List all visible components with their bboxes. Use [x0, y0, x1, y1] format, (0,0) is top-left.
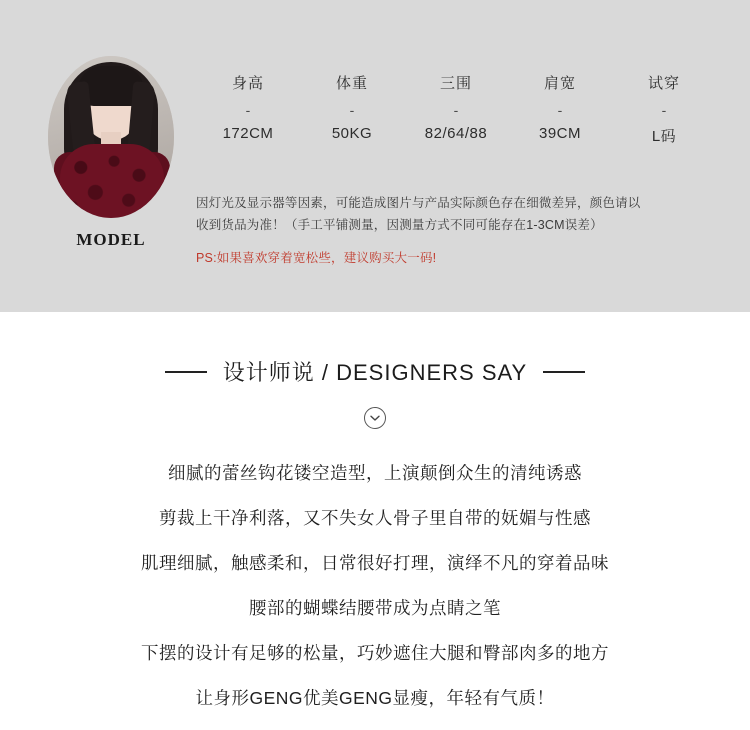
designer-copy-line: 肌理细腻，触感柔和，日常很好打理，演绎不凡的穿着品味	[141, 553, 609, 573]
spec-divider: -	[453, 102, 459, 118]
spec-header: 体重	[335, 75, 368, 92]
spec-header: 三围	[439, 75, 472, 92]
model-label: MODEL	[76, 230, 146, 249]
designer-copy-line: 让身形GENG优美GENG显瘦，年轻有气质！	[195, 688, 555, 708]
model-photo	[48, 56, 174, 218]
spec-header: 试穿	[647, 75, 680, 92]
spec-column-height	[196, 72, 300, 146]
designers-say-title: 设计师说 / DESIGNERS SAY	[222, 360, 528, 385]
spec-divider: -	[349, 102, 355, 118]
chevron-down-icon	[364, 407, 386, 429]
spec-column-try-on-size	[612, 72, 716, 146]
spec-value: 82/64/88	[424, 125, 488, 142]
disclaimer-notes	[196, 192, 724, 266]
model-block	[46, 56, 176, 250]
designer-copy-line: 细腻的蕾丝钩花镂空造型，上演颠倒众生的清纯诱惑	[168, 463, 582, 483]
spec-header: 身高	[231, 75, 264, 92]
model-spec-panel	[0, 0, 750, 312]
spec-column-measurements	[404, 72, 508, 146]
designers-say-title-row	[0, 356, 750, 387]
spec-divider: -	[245, 102, 251, 118]
spec-column-weight	[300, 72, 404, 146]
spec-divider: -	[557, 102, 563, 118]
title-rule-left	[165, 371, 207, 373]
designer-copy-line: 腰部的蝴蝶结腰带成为点睛之笔	[249, 598, 501, 618]
spec-value: 50KG	[331, 125, 373, 142]
designer-copy-line: 下摆的设计有足够的松量，巧妙遮住大腿和臀部肉多的地方	[141, 643, 609, 663]
designer-copy-list	[0, 451, 750, 721]
disclaimer-line: 因灯光及显示器等因素，可能造成图片与产品实际颜色存在细微差异，颜色请以	[196, 196, 641, 210]
spec-divider: -	[661, 102, 667, 118]
chevron-wrapper	[0, 407, 750, 429]
spec-value: 172CM	[222, 125, 274, 142]
disclaimer-line: 收到货品为准！（手工平铺测量，因测量方式不同可能存在1-3CM误差）	[196, 218, 603, 232]
designers-say-section	[0, 312, 750, 721]
spec-value: 39CM	[538, 125, 581, 142]
title-rule-right	[543, 371, 585, 373]
designer-copy-line: 剪裁上干净利落，又不失女人骨子里自带的妩媚与性感	[159, 508, 591, 528]
ps-note: PS:如果喜欢穿着宽松些，建议购买大一码!	[196, 251, 437, 265]
spec-value: L码	[651, 128, 677, 145]
spec-column-shoulder	[508, 72, 612, 146]
spec-table	[196, 72, 716, 146]
spec-header: 肩宽	[543, 75, 576, 92]
model-dress-lace-pattern	[60, 144, 164, 218]
